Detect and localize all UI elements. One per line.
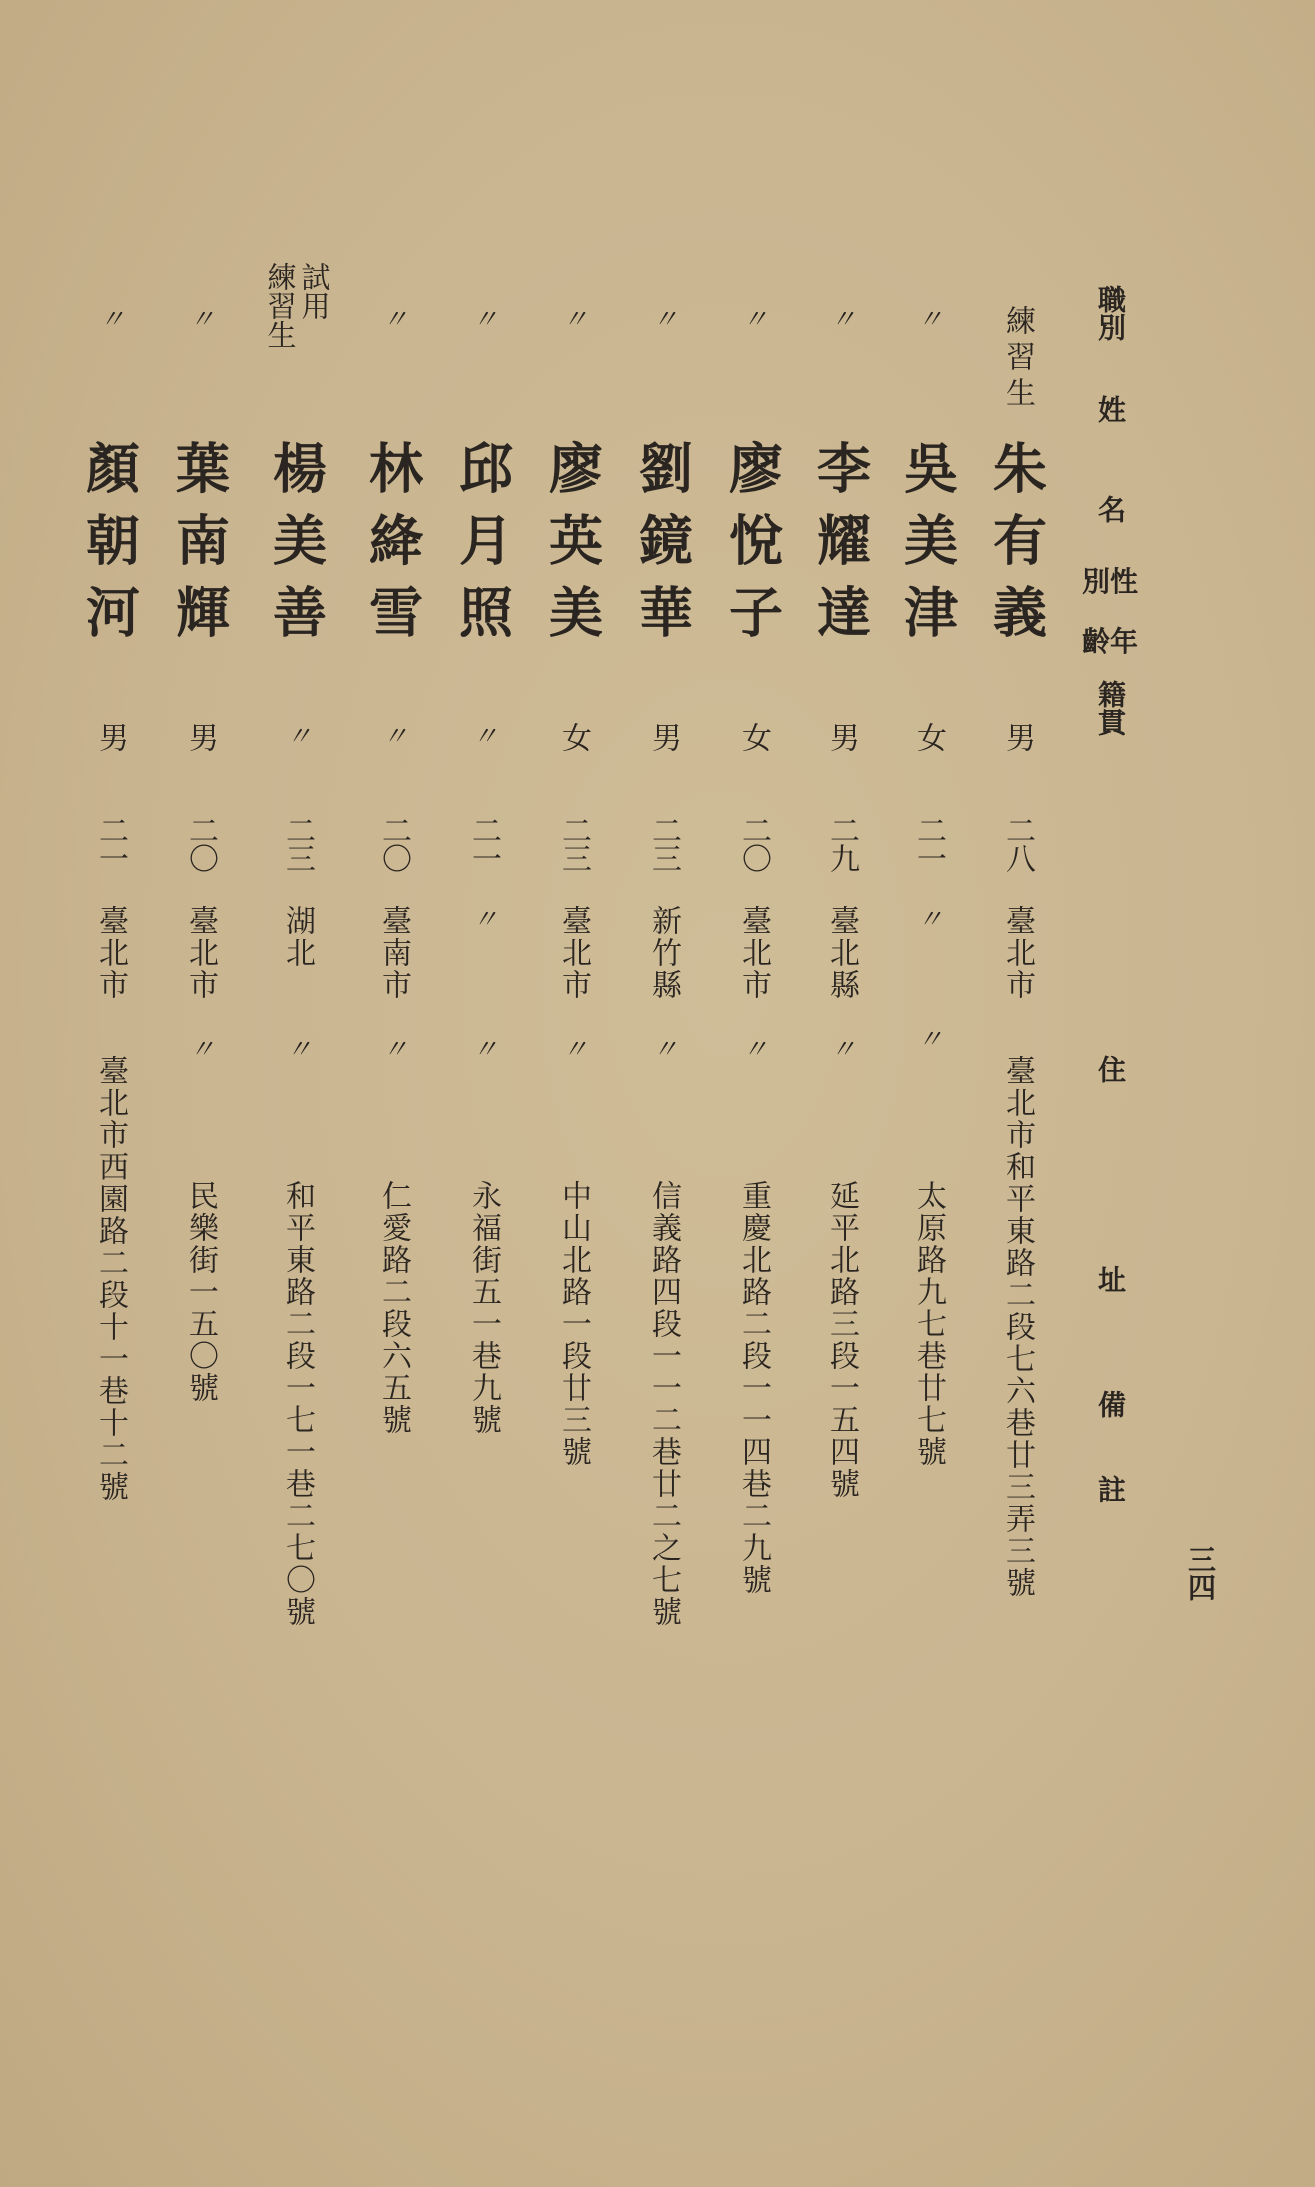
address-cell: 永福街五一巷九號 [466,1180,501,1436]
role-cell-line2: 練習生 [263,262,298,349]
role-cell: 〃 [94,305,125,331]
table-row [628,0,698,2187]
sex-cell: 女 [911,722,946,752]
address-cell: 太原路九七巷廿七號 [911,1180,946,1468]
age-cell: 二三 [280,815,315,871]
address-cell: 和平東路二段一七一巷二七〇號 [280,1180,315,1628]
header-remarks-bottom: 註 [1094,1475,1127,1503]
header-address-bottom: 址 [1094,1265,1127,1293]
role-cell: 〃 [737,305,768,331]
header-role: 職別 [1094,285,1127,341]
age-cell: 二一 [911,815,946,871]
origin-cell: 臺北縣 [824,905,859,1001]
name-cell: 林絳雪 [360,440,425,656]
role-cell: 〃 [557,305,588,331]
header-remarks-top: 備 [1094,1390,1127,1418]
origin-cell: 臺北市 [93,905,128,1001]
table-row [165,0,235,2187]
name-cell: 廖英美 [540,440,605,656]
address-prefix-cell: 〃 [912,1025,943,1051]
age-cell: 二〇 [183,815,218,871]
age-cell: 二一 [466,815,501,871]
age-cell: 二三 [556,815,591,871]
age-cell: 二九 [824,815,859,871]
header-address-top: 住 [1094,1055,1127,1083]
name-cell: 李耀達 [808,440,873,656]
name-cell: 葉南輝 [167,440,232,656]
address-cell: 重慶北路二段一一四巷二九號 [736,1180,771,1596]
origin-cell: 臺北市 [556,905,591,1001]
table-row [262,0,332,2187]
header-name-bottom: 名 [1094,495,1127,523]
address-prefix-cell: 〃 [467,1035,498,1061]
role-cell: 〃 [647,305,678,331]
sex-cell: 〃 [281,722,312,748]
address-cell: 仁愛路二段六五號 [376,1180,411,1436]
table-row [893,0,963,2187]
role-cell: 〃 [912,305,943,331]
age-cell: 二三 [646,815,681,871]
name-cell: 顏朝河 [77,440,142,656]
address-cell: 中山北路一段廿三號 [556,1180,591,1468]
address-cell: 臺北市和平東路二段七六巷廿三弄三號 [1000,1055,1035,1599]
address-cell: 臺北市西園路二段十一巷十二號 [93,1055,128,1503]
origin-cell: 〃 [467,905,498,931]
origin-cell: 臺北市 [1000,905,1035,1001]
table-row [448,0,518,2187]
address-prefix-cell: 〃 [377,1035,408,1061]
table-row [75,0,145,2187]
name-cell: 楊美善 [264,440,329,656]
sex-cell: 〃 [377,722,408,748]
role-cell: 練習生 [1000,305,1035,413]
age-cell: 二一 [93,815,128,871]
age-cell: 二八 [1000,815,1035,871]
name-cell: 朱有義 [984,440,1049,656]
age-cell: 二〇 [376,815,411,871]
table-row [718,0,788,2187]
sex-cell: 男 [183,722,218,752]
address-prefix-cell: 〃 [647,1035,678,1061]
role-cell: 〃 [184,305,215,331]
sex-cell: 男 [93,722,128,752]
name-cell: 廖悅子 [720,440,785,656]
address-cell: 延平北路三段一五四號 [824,1180,859,1500]
header-sex: 性別 [1081,565,1138,598]
origin-cell: 臺北市 [736,905,771,1001]
role-cell: 〃 [467,305,498,331]
table-header-column [1075,0,1145,2187]
address-prefix-cell: 〃 [281,1035,312,1061]
role-cell: 〃 [377,305,408,331]
table-row [982,0,1052,2187]
sex-cell: 〃 [467,722,498,748]
sex-cell: 男 [1000,722,1035,752]
name-cell: 吳美津 [895,440,960,656]
role-cell: 〃 [825,305,856,331]
address-cell: 信義路四段一一二巷廿二之七號 [646,1180,681,1628]
origin-cell: 臺北市 [183,905,218,1001]
address-prefix-cell: 〃 [184,1035,215,1061]
header-name-top: 姓 [1094,395,1127,423]
sex-cell: 男 [824,722,859,752]
sex-cell: 女 [736,722,771,752]
name-cell: 劉鏡華 [630,440,695,656]
role-cell-line1: 試用 [297,262,332,320]
age-cell: 二〇 [736,815,771,871]
table-row [538,0,608,2187]
name-cell: 邱月照 [450,440,515,656]
origin-cell: 臺南市 [376,905,411,1001]
table-row [358,0,428,2187]
address-prefix-cell: 〃 [737,1035,768,1061]
origin-cell: 〃 [912,905,943,931]
origin-cell: 湖北 [280,905,315,969]
address-prefix-cell: 〃 [825,1035,856,1061]
origin-cell: 新竹縣 [646,905,681,1001]
sex-cell: 女 [556,722,591,752]
sex-cell: 男 [646,722,681,752]
address-cell: 民樂街一五〇號 [183,1180,218,1404]
header-origin: 籍貫 [1094,680,1127,736]
table-row [806,0,876,2187]
page-number: 三四 [1184,1545,1217,1601]
address-prefix-cell: 〃 [557,1035,588,1061]
header-age: 年齡 [1081,625,1138,658]
